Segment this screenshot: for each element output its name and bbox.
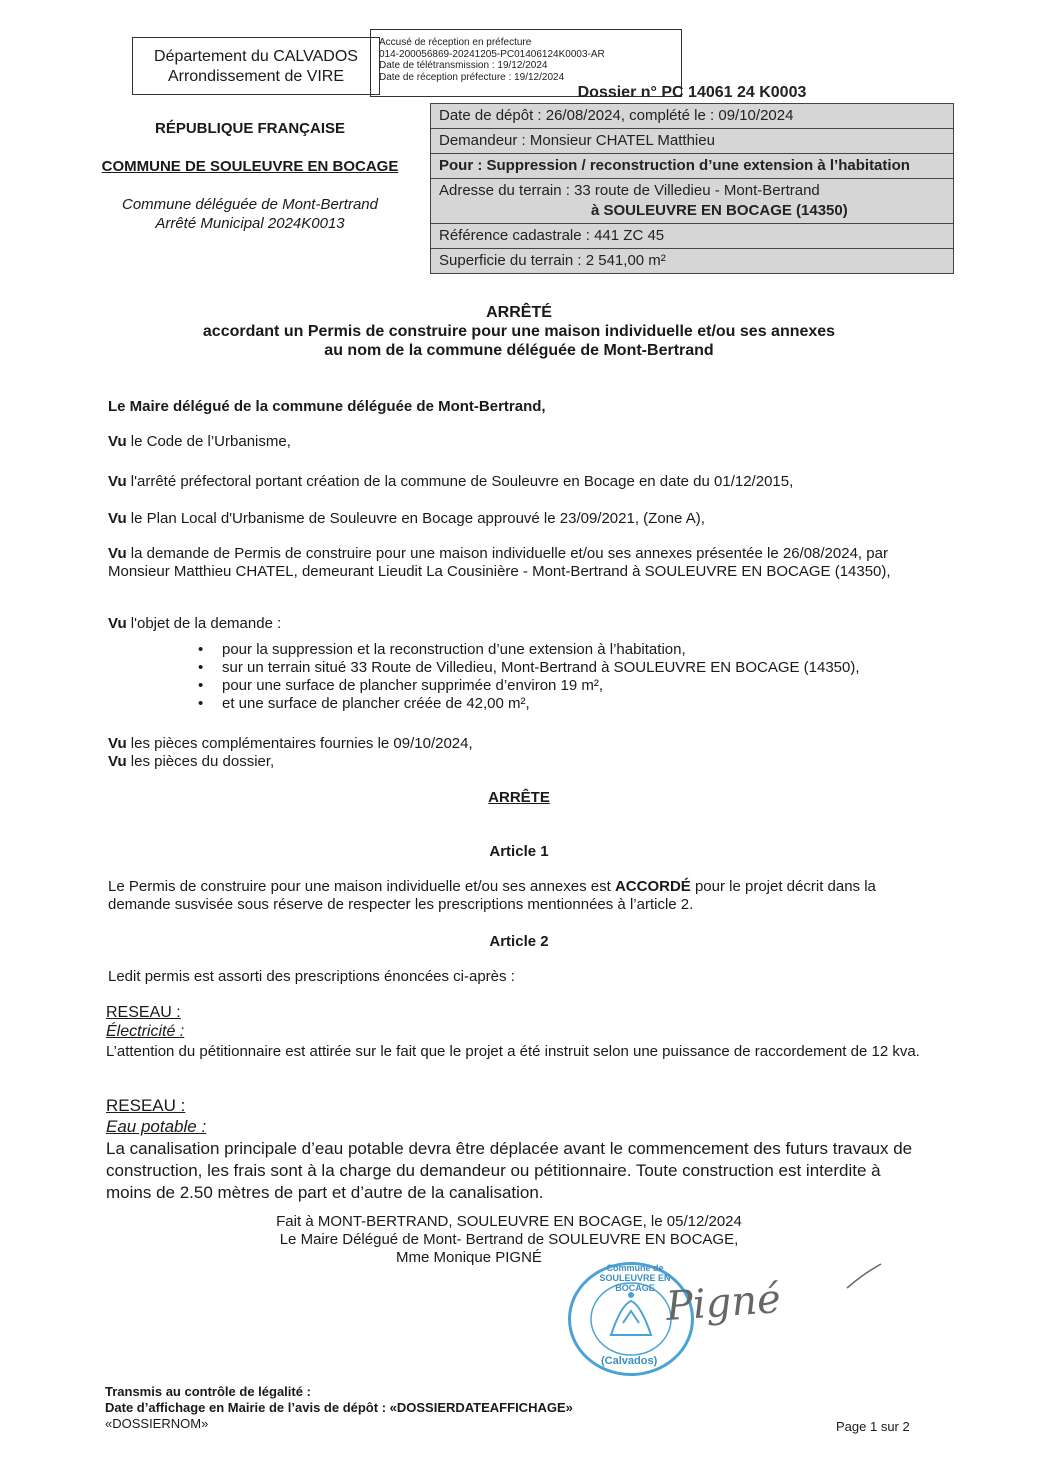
vu-text: les pièces complémentaires fournies le 09/10/2024, xyxy=(126,735,473,752)
vu-pieces-complementaires xyxy=(108,735,928,753)
article-1-text-b: pour le projet décrit dans la demande susvisée sous réserve de respecter les prescriptions mentionnées à l’article 2. xyxy=(108,878,876,913)
cadastre-row: Référence cadastrale : 441 ZC 45 xyxy=(431,224,953,249)
maire-name: Mme Monique PIGNÉ xyxy=(396,1249,542,1266)
dossier-number: Dossier n° PC 14061 24 K0003 xyxy=(577,84,807,101)
signature-block xyxy=(0,1213,1018,1267)
stamp-line: Date de réception préfecture : 19/12/2024 xyxy=(379,71,565,83)
maire-line: Le Maire délégué de la commune déléguée de Mont-Bertrand, xyxy=(108,398,546,415)
footer-block xyxy=(105,1384,573,1432)
arrete-subtitle-2: au nom de la commune déléguée de Mont-Bertrand xyxy=(324,342,714,359)
arrete-title: ARRÊTÉ xyxy=(486,304,552,321)
adresse-row xyxy=(431,179,953,224)
vu-text: les pièces du dossier, xyxy=(126,753,275,770)
list-item: • pour la suppression et la reconstruction d’une extension à l’habitation, xyxy=(198,641,860,659)
vu-word: Vu xyxy=(108,615,127,632)
vu-plu xyxy=(108,510,928,528)
vu-objet xyxy=(108,615,928,633)
footer-dossiernom: «DOSSIERNOM» xyxy=(105,1416,209,1431)
seal-commune-text: Commune de SOULEUVRE EN BOCAGE xyxy=(599,1263,671,1293)
list-item: • pour une surface de plancher supprimée d’environ 19 m², xyxy=(198,677,860,695)
electricite-heading: Électricité : xyxy=(106,1023,185,1040)
vu-word: Vu xyxy=(108,735,127,752)
seal-calvados-text: (Calvados) xyxy=(601,1355,658,1367)
list-item: • sur un terrain situé 33 Route de Villedieu, Mont-Bertrand à SOULEUVRE EN BOCAGE (14350), xyxy=(198,659,860,677)
vu-pieces-dossier xyxy=(108,753,928,771)
article-1-text xyxy=(108,878,928,914)
footer-affichage xyxy=(105,1400,573,1416)
article-1-text-a: Le Permis de construire pour une maison individuelle et/ou ses annexes est xyxy=(108,878,615,895)
eau-potable-heading: Eau potable : xyxy=(106,1117,207,1136)
commune-deleguee: Commune déléguée de Mont-Bertrand xyxy=(122,196,378,213)
article-1-heading: Article 1 xyxy=(489,843,549,860)
vu-word: Vu xyxy=(108,473,127,490)
objet-row: Pour : Suppression / reconstruction d’une extension à l’habitation xyxy=(431,154,953,179)
vu-demande xyxy=(108,545,928,581)
fait-a-line: Fait à MONT-BERTRAND, SOULEUVRE EN BOCAGE, le 05/12/2024 xyxy=(276,1213,742,1230)
electricite-text: L’attention du pétitionnaire est attirée sur le fait que le projet a été instruit selon une puissance de raccordement de 12 kva. xyxy=(106,1043,920,1060)
superficie-row: Superficie du terrain : 2 541,00 m² xyxy=(439,252,666,269)
reseau-heading-1: RESEAU : xyxy=(106,1004,181,1021)
vu-word: Vu xyxy=(108,433,127,450)
arrete-subtitle-1: accordant un Permis de construire pour une maison individuelle et/ou ses annexes xyxy=(202,323,836,340)
dossier-info-table xyxy=(430,103,954,274)
maire-delegue-line: Le Maire Délégué de Mont- Bertrand de SOULEUVRE EN BOCAGE, xyxy=(279,1231,739,1248)
vu-text: l'arrêté préfectoral portant création de la commune de Souleuvre en Bocage en date du 01/12/2015, xyxy=(126,473,794,490)
vu-code-urbanisme xyxy=(108,433,928,451)
adresse-line-1: Adresse du terrain : 33 route de Villedieu - Mont-Bertrand xyxy=(439,182,820,199)
adresse-line-2: à SOULEUVRE EN BOCAGE (14350) xyxy=(591,202,848,219)
stamp-line: 014-200056869-20241205-PC01406124K0003-AR xyxy=(379,48,605,60)
eau-potable-text: La canalisation principale d’eau potable devra être déplacée avant le commencement des futurs travaux de construction, les frais sont à la charge du demandeur ou pétitionnaire. Toute construction est interdite à moins de 2.50 mètres de part et d’autre de la canalisation. xyxy=(106,1139,913,1202)
footer-affichage-text: Date d’affichage en Mairie de l’avis de dépôt : «DOSSIERDATEAFFICHAGE» xyxy=(105,1400,573,1415)
stamp-line: Accusé de réception en préfecture xyxy=(379,37,532,48)
department-box xyxy=(132,37,380,95)
page-number: Page 1 sur 2 xyxy=(836,1419,910,1434)
article-2-heading: Article 2 xyxy=(489,933,549,950)
arrete-municipal: Arrêté Municipal 2024K0013 xyxy=(155,215,345,232)
vu-word: Vu xyxy=(108,510,127,527)
stamp-line: Date de télétransmission : 19/12/2024 xyxy=(379,60,548,71)
arrete-heading: ARRÊTE xyxy=(488,789,550,806)
vu-text: le Code de l’Urbanisme, xyxy=(126,433,291,450)
footer-legalite: Transmis au contrôle de légalité : xyxy=(105,1384,311,1399)
department-line: Département du CALVADOS xyxy=(154,48,358,65)
vu-word: Vu xyxy=(108,753,127,770)
vu-word: Vu xyxy=(108,545,127,562)
commune-heading: COMMUNE DE SOULEUVRE EN BOCAGE xyxy=(101,158,399,175)
reseau-heading-2: RESEAU : xyxy=(106,1096,186,1115)
vu-text: l'objet de la demande : xyxy=(126,615,282,632)
demandeur-row: Demandeur : Monsieur CHATEL Matthieu xyxy=(431,129,953,154)
signature-flourish-icon xyxy=(845,1262,885,1292)
arrondissement-line: Arrondissement de VIRE xyxy=(167,68,345,85)
vu-arrete-prefectoral xyxy=(108,473,928,491)
depot-date-row: Date de dépôt : 26/08/2024, complété le : 09/10/2024 xyxy=(431,104,953,129)
handwritten-signature: Pigné xyxy=(664,1276,783,1330)
republic-heading: RÉPUBLIQUE FRANÇAISE xyxy=(154,120,345,137)
accorde-word: ACCORDÉ xyxy=(614,878,691,895)
vu-text: la demande de Permis de construire pour une maison individuelle et/ou ses annexes présentée le 26/08/2024, par Monsieur Matthieu CHATEL, demeurant Lieudit La Cousinière - Mont-Bertrand à SOULEUVRE EN BOCAGE (14350), xyxy=(108,545,891,580)
article-2-intro: Ledit permis est assorti des prescriptions énoncées ci-après : xyxy=(108,968,515,985)
vu-text: le Plan Local d'Urbanisme de Souleuvre en Bocage approuvé le 23/09/2021, (Zone A), xyxy=(126,510,705,527)
objet-list xyxy=(198,641,860,713)
list-item: • et une surface de plancher créée de 42,00 m², xyxy=(198,695,860,713)
